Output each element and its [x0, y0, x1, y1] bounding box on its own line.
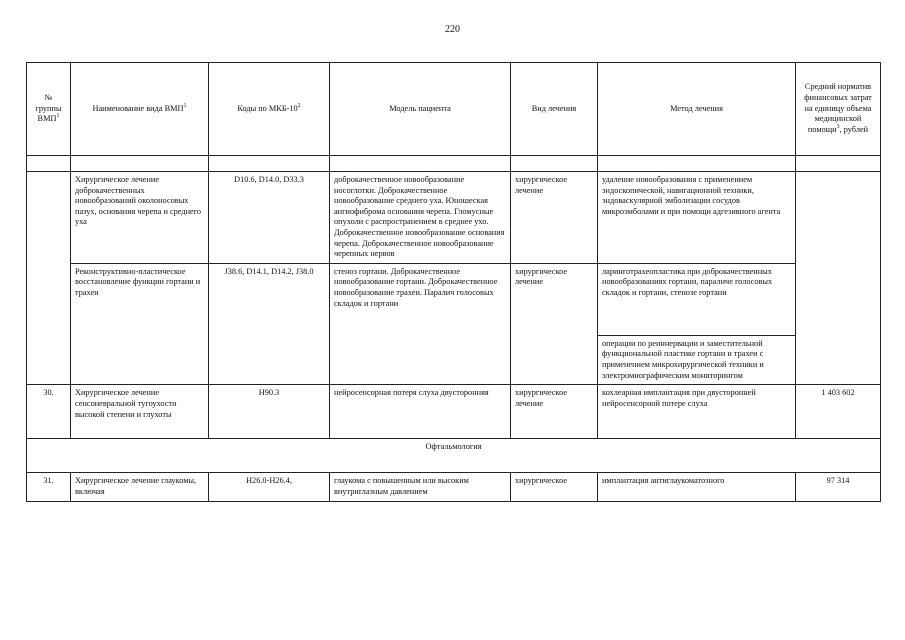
cell-vmp-name: Хирургическое лечение сенсоневральной тугоухости высокой степени и глухоты — [71, 385, 209, 439]
spacer-row — [27, 156, 881, 172]
cell-icd-codes: H26.0-H26.4, — [209, 473, 330, 501]
table-row — [27, 172, 881, 264]
cell-patient-model: стеноз гортани. Доброкачественное новообразование гортани. Доброкачественное новообразование трахеи. Паралич голосовых складок и гортани — [330, 263, 511, 384]
cell-average-cost: 1 403 602 — [796, 385, 881, 439]
cell-average-cost — [796, 172, 881, 385]
cell-patient-model: нейросенсорная потеря слуха двусторонняя — [330, 385, 511, 439]
vmp-table — [26, 62, 881, 502]
cell-treatment-method: удаление новообразования с применением эндоскопической, навигационной техники, эндоваскулярной эмболизации сосудов микроэмболами и при помощи адгезивного агента — [598, 172, 796, 264]
cell-icd-codes: D10.6, D14.0, D33.3 — [209, 172, 330, 264]
cell-treatment-method: кохлеарная имплантация при двусторонней нейросенсорной потере слуха — [598, 385, 796, 439]
cell-vmp-name: Реконструктивно-пластическое восстановление функции гортани и трахеи — [71, 263, 209, 384]
header-group-number: № группы ВМП$^1$ — [27, 63, 71, 156]
cell-treatment-type: хирургическое — [511, 473, 598, 501]
cell-treatment-type: хирургическое лечение — [511, 263, 598, 384]
header-vmp-name: Наименование вида ВМП$^1$ — [71, 63, 209, 156]
section-title: Офтальмология — [27, 439, 881, 473]
cell-average-cost: 97 314 — [796, 473, 881, 501]
cell-treatment-type: хирургическое лечение — [511, 385, 598, 439]
cell-icd-codes: H90.3 — [209, 385, 330, 439]
cell-treatment-method: операции по реиннервации и заместительной функциональной пластике гортани и трахеи с применением микрохирургической техники и электромиографическим мониторингом — [598, 335, 796, 384]
table-row — [27, 473, 881, 501]
header-icd-codes: Коды по МКБ-$10^2$ — [209, 63, 330, 156]
cell-group: 31. — [27, 473, 71, 501]
section-row — [27, 439, 881, 473]
cell-treatment-type: хирургическое лечение — [511, 172, 598, 264]
cell-icd-codes: J38.6, D14.1, D14.2, J38.0 — [209, 263, 330, 384]
page-number: 220 — [445, 24, 460, 35]
header-treatment-type: Вид лечения — [511, 63, 598, 156]
header-average-cost: Средний норматив финансовых затрат на единицу объема медицинской помощи$^3$, рублей — [796, 63, 881, 156]
table-row — [27, 385, 881, 439]
cell-patient-model: глаукома с повышенным или высоким внутриглазным давлением — [330, 473, 511, 501]
cell-vmp-name: Хирургическое лечение доброкачественных новообразований околоносовых пазух, основания черепа и среднего уха — [71, 172, 209, 264]
cell-group — [27, 172, 71, 385]
cell-treatment-method: ларинготрахеопластика при доброкачественных новообразованиях гортани, параличе голосовых складок и гортани, стенозе гортани — [598, 263, 796, 335]
header-patient-model: Модель пациента — [330, 63, 511, 156]
table-row — [27, 263, 881, 335]
cell-treatment-method: имплантация антиглаукоматозного — [598, 473, 796, 501]
header-treatment-method: Метод лечения — [598, 63, 796, 156]
cell-vmp-name: Хирургическое лечение глаукомы, включая — [71, 473, 209, 501]
cell-patient-model: доброкачественное новообразование носоглотки. Доброкачественное новообразование среднего уха. Юношеская ангиофиброма основания черепа. Гломусные опухоли с распространением в среднее ухо. Доброкачественное новообразование основания черепа. Доброкачественное новообразование черепных нервов — [330, 172, 511, 264]
cell-group: 30. — [27, 385, 71, 439]
table-header-row — [27, 63, 881, 156]
